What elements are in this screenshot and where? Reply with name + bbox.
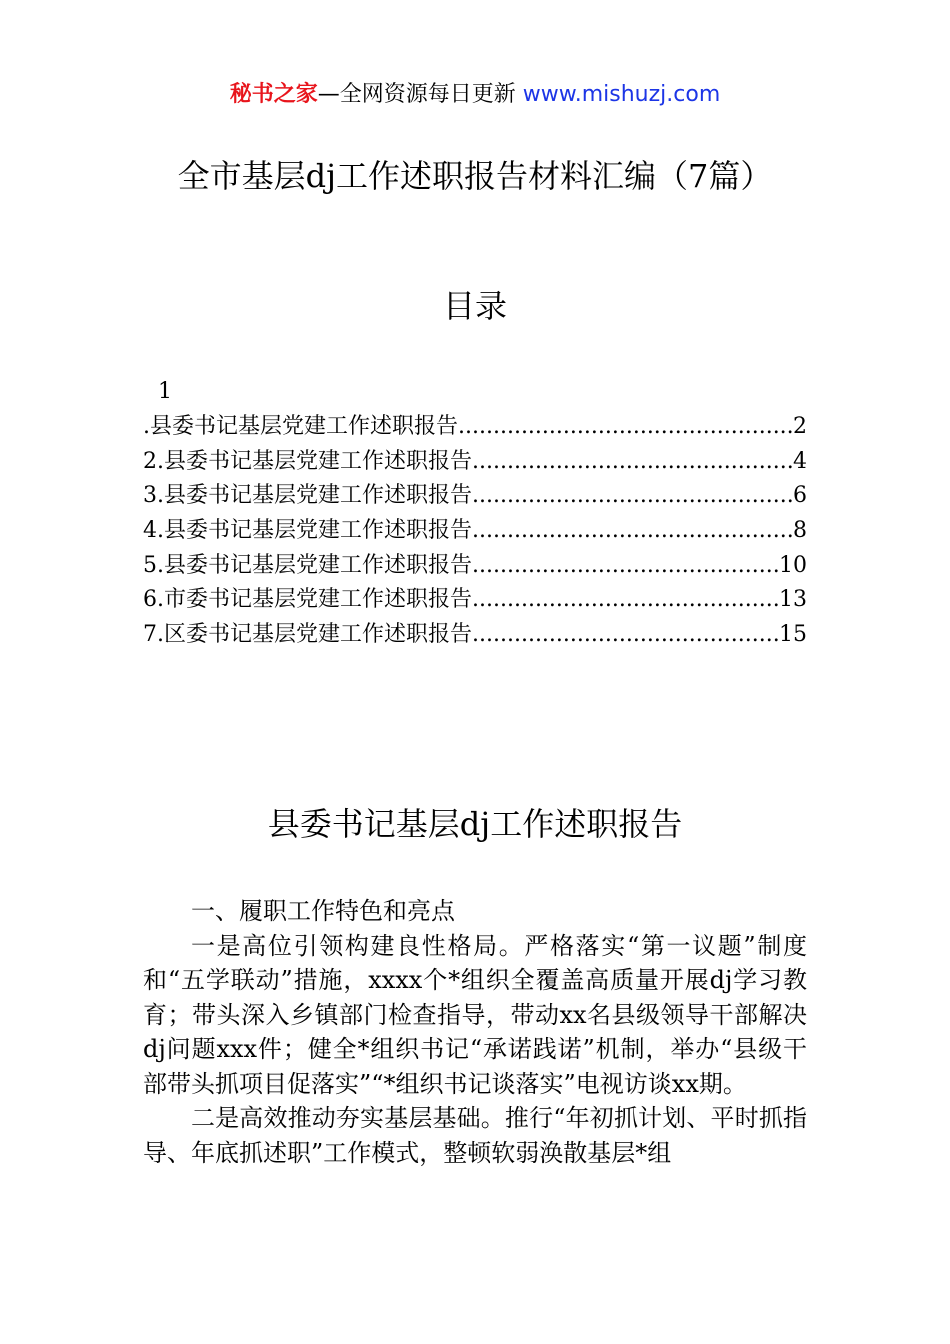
- toc-entry-label: .县委书记基层党建工作述职报告: [143, 414, 458, 439]
- toc-leader-dots: [472, 514, 793, 548]
- document-title: 全市基层dj工作述职报告材料汇编（7篇）: [177, 157, 773, 195]
- toc-leader-dots: [472, 479, 793, 513]
- toc-entry-page: 6: [793, 483, 807, 509]
- brand-name: 秘书之家: [229, 82, 318, 107]
- toc-leader-dots: [472, 618, 779, 652]
- toc-entry-label: 7.区委书记基层党建工作述职报告: [143, 622, 472, 648]
- toc-entry[interactable]: [143, 479, 807, 514]
- toc-title: 目录: [442, 287, 507, 325]
- section-body: [143, 894, 807, 1170]
- toc-entry-page: 8: [793, 518, 807, 544]
- body-paragraph: 二是高效推动夯实基层基础。推行“年初抓计划、平时抓指导、年底抓述职”工作模式，整顿软弱涣散基层*组: [143, 1104, 807, 1167]
- site-url-link[interactable]: www.mishuzj.com: [522, 82, 721, 107]
- toc-leader-dots: [472, 445, 793, 479]
- toc-leader-dots: [472, 549, 779, 583]
- table-of-contents: [143, 410, 807, 653]
- toc-entry-page: 13: [779, 587, 807, 613]
- header-tagline: —全网资源每日更新: [317, 82, 516, 107]
- toc-entry[interactable]: [143, 514, 807, 549]
- toc-leader-dots: [458, 410, 793, 444]
- toc-entry-label: 4.县委书记基层党建工作述职报告: [143, 518, 472, 544]
- toc-entry-page: 15: [779, 622, 807, 648]
- section-heading: 一、履职工作特色和亮点: [191, 897, 455, 925]
- toc-entry[interactable]: [143, 445, 807, 480]
- toc-first-number: 1: [158, 379, 172, 404]
- toc-entry-label: 5.县委书记基层党建工作述职报告: [143, 552, 472, 578]
- toc-entry-page: 2: [793, 414, 807, 439]
- section-title: 县委书记基层dj工作述职报告: [267, 805, 683, 843]
- toc-entry-label: 6.市委书记基层党建工作述职报告: [143, 587, 472, 613]
- toc-entry[interactable]: [143, 583, 807, 618]
- body-paragraph: 一是高位引领构建良性格局。严格落实“第一议题”制度和“五学联动”措施，xxxx个*组织全覆盖高质量开展dj学习教育；带头深入乡镇部门检查指导，带动xx名县级领导干部解决dj问题xxx件；健全*组织书记“承诺践诺”机制，举办“县级干部带头抓项目促落实”“*组织书记谈落实”电视访谈xx期。: [143, 931, 807, 1098]
- toc-entry-page: 4: [793, 448, 807, 474]
- toc-entry[interactable]: [143, 618, 807, 653]
- toc-entry-label: 3.县委书记基层党建工作述职报告: [143, 483, 472, 509]
- toc-entry-page: 10: [779, 552, 807, 578]
- toc-entry-label: 2.县委书记基层党建工作述职报告: [143, 448, 472, 474]
- toc-entry[interactable]: [143, 410, 807, 445]
- toc-entry[interactable]: [143, 549, 807, 584]
- site-header: [0, 78, 950, 112]
- toc-leader-dots: [472, 583, 779, 617]
